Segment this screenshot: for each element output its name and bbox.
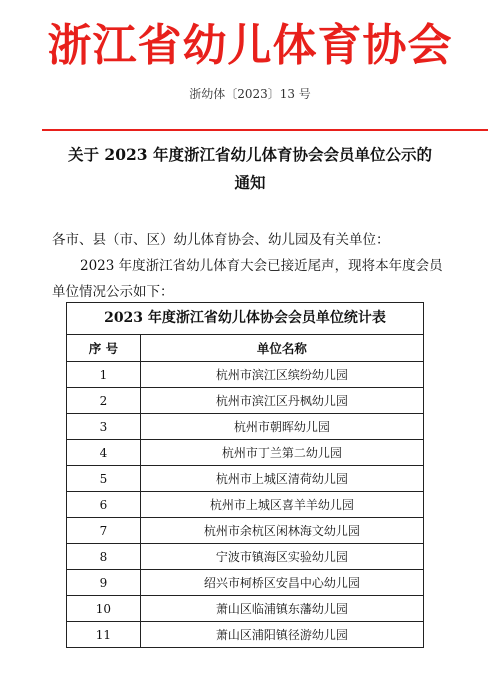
serial-cell: 5: [67, 466, 141, 492]
unit-name-cell: 杭州市余杭区闲林海文幼儿园: [140, 518, 423, 544]
document-number: 浙幼体〔2023〕13 号: [189, 87, 311, 101]
table-row: [67, 622, 424, 648]
addressee-paragraph: 各市、县（市、区）幼儿体育协会、幼儿园及有关单位：: [52, 232, 390, 248]
serial-cell: 9: [67, 570, 141, 596]
table-row: [67, 414, 424, 440]
serial-cell: 3: [67, 414, 141, 440]
body-paragraph: 2023 年度浙江省幼儿体育大会已接近尾声，现将本年度会员单位情况公示如下：: [52, 258, 443, 300]
unit-name-cell: 萧山区浦阳镇径游幼儿园: [140, 622, 423, 648]
unit-name-cell: 杭州市滨江区缤纷幼儿园: [140, 362, 423, 388]
serial-cell: 11: [67, 622, 141, 648]
unit-name-cell: 杭州市上城区喜羊羊幼儿园: [140, 492, 423, 518]
unit-name-cell: 杭州市朝晖幼儿园: [140, 414, 423, 440]
table-row: [67, 388, 424, 414]
unit-name-cell: 绍兴市柯桥区安昌中心幼儿园: [140, 570, 423, 596]
unit-name-cell: 宁波市镇海区实验幼儿园: [140, 544, 423, 570]
serial-cell: 4: [67, 440, 141, 466]
table-header-row: [67, 335, 424, 362]
notice-title-line-1: 关于 2023 年度浙江省幼儿体育协会会员单位公示的: [68, 145, 432, 164]
table-body: [67, 362, 424, 648]
header-unit-name: 单位名称: [140, 335, 423, 362]
table-row: [67, 466, 424, 492]
table-row: [67, 518, 424, 544]
serial-cell: 1: [67, 362, 141, 388]
table-row: [67, 596, 424, 622]
serial-cell: 8: [67, 544, 141, 570]
notice-title: [40, 141, 460, 197]
table-caption: 2023 年度浙江省幼儿体协会会员单位统计表: [66, 302, 424, 334]
serial-cell: 10: [67, 596, 141, 622]
notice-title-line-2: 通知: [234, 173, 266, 192]
table-row: [67, 362, 424, 388]
table-row: [67, 492, 424, 518]
unit-name-cell: 杭州市丁兰第二幼儿园: [140, 440, 423, 466]
table-row: [67, 570, 424, 596]
unit-name-cell: 杭州市上城区清荷幼儿园: [140, 466, 423, 492]
table-row: [67, 544, 424, 570]
unit-name-cell: 杭州市滨江区丹枫幼儿园: [140, 388, 423, 414]
member-units-table: [66, 302, 424, 648]
header-serial-number: 序 号: [67, 335, 141, 362]
unit-name-cell: 萧山区临浦镇东藩幼儿园: [140, 596, 423, 622]
table-row: [67, 440, 424, 466]
serial-cell: 2: [67, 388, 141, 414]
red-divider-line: [42, 129, 488, 131]
organization-title: 浙江省幼儿体育协会: [47, 20, 453, 71]
serial-cell: 7: [67, 518, 141, 544]
serial-cell: 6: [67, 492, 141, 518]
